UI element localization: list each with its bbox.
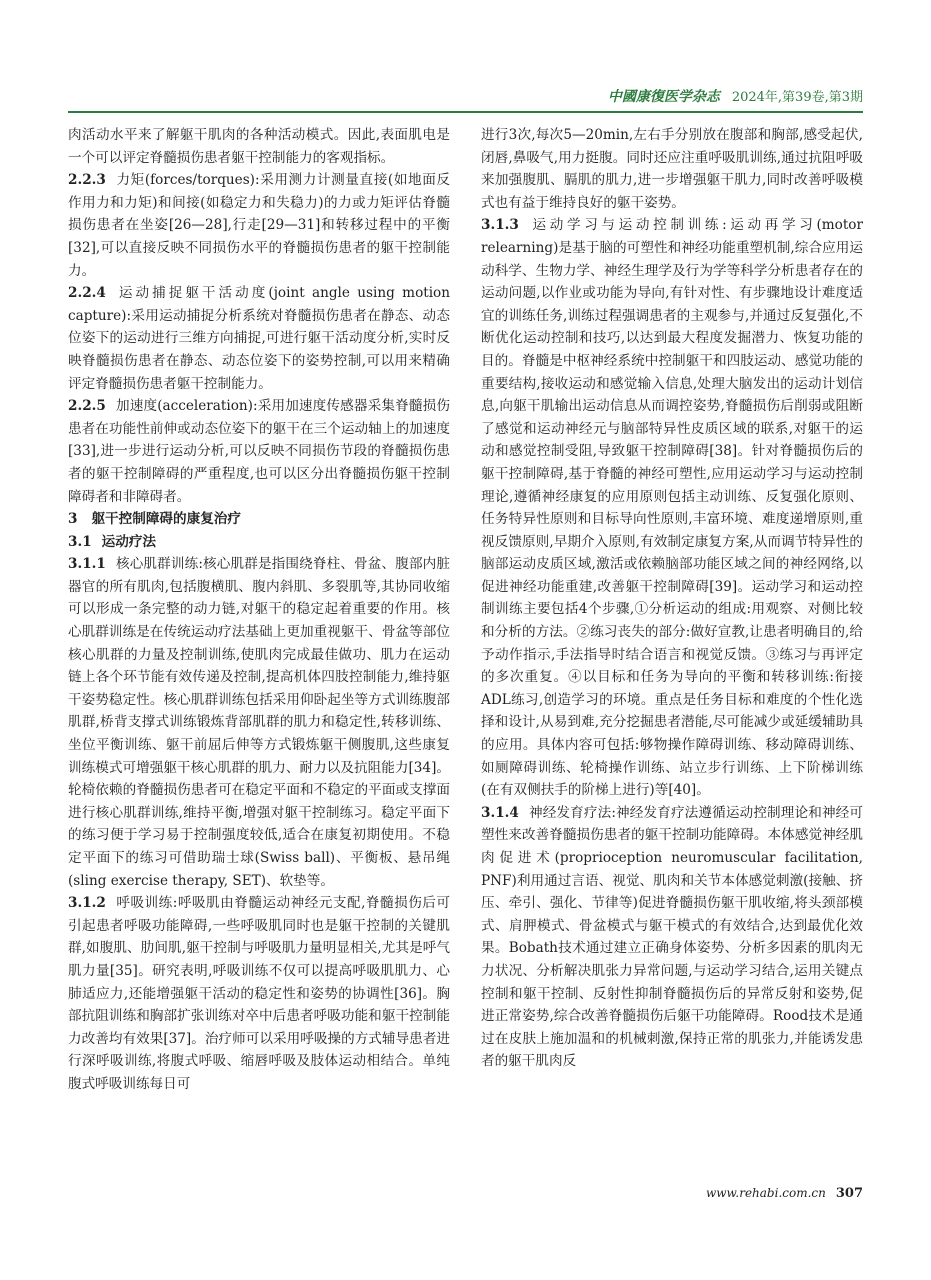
section-number: 3.1.2 xyxy=(68,895,106,912)
journal-website: www.rehabi.com.cn xyxy=(706,1186,826,1200)
section-3-1-1 xyxy=(68,553,450,892)
section-title: 运动疗法 xyxy=(101,533,157,550)
section-2-2-4 xyxy=(68,282,450,395)
issue-info: 2024年,第39卷,第3期 xyxy=(731,90,863,105)
section-title: 躯干控制障碍的康复治疗 xyxy=(91,511,241,528)
section-text: 加速度(acceleration):采用加速度传感器采集脊髓损伤患者在功能性前伸或动态位姿下的躯干在三个运动轴上的加速度[33],进一步进行运动分析,可以反映不同损伤节段的脊髓损伤患者的躯干控制障碍的严重程度,也可以区分出脊髓损伤躯干控制障碍者和非障碍者。 xyxy=(68,398,450,505)
section-heading-3-1 xyxy=(68,531,450,554)
section-text: 神经发育疗法:神经发育疗法遵循运动控制理论和神经可塑性来改善脊髓损伤患者的躯干控制功能障碍。本体感觉神经肌肉促进术(proprioception neuromuscular facilitation, PNF)利用通过言语、视觉、肌肉和关节本体感觉刺激(接触、挤压、牵引、强化、节律等)促进脊髓损伤躯干肌收缩,将头颈部模式、肩胛模式、骨盆模式与躯干模式的有效结合,达到最优化效果。Bobath技术通过建立正确身体姿势、分析多因素的肌肉无力状况、分析解决肌张力异常问题,与运动学习结合,运用关键点控制和躯干控制、反射性抑制脊髓损伤后的异常反射和姿势,促进正常姿势,综合改善脊髓损伤后躯干功能障碍。Rood技术是通过在皮肤上施加温和的机械刺激,保持正常的肌张力,并能诱发患者的躯干肌肉反 xyxy=(481,804,863,1070)
journal-title: 中國康復医学杂志 xyxy=(607,89,720,105)
running-header xyxy=(68,86,863,108)
section-2-2-5 xyxy=(68,395,450,508)
page-footer xyxy=(68,1186,863,1206)
section-number: 3.1.1 xyxy=(68,556,106,573)
section-heading-3 xyxy=(68,508,450,531)
section-text: 核心肌群训练:核心肌群是指围绕脊柱、骨盆、腹部内脏器官的所有肌肉,包括腹横肌、腹内斜肌、多裂肌等,其协同收缩可以形成一条完整的动力链,对躯干的稳定起着重要的作用。核心肌群训练是在传统运动疗法基础上更加重视躯干、骨盆等部位核心肌群的力量及控制训练,使肌肉完成最佳做功、肌力在运动链上各个环节能有效传递及控制,提高机体四肢控制能力,维持躯干姿势稳定性。核心肌群训练包括采用仰卧起坐等方式训练腹部肌群,桥背支撑式训练锻炼背部肌群的肌力和稳定性,转移训练、坐位平衡训练、躯干前屈后伸等方式锻炼躯干侧腹肌,这些康复训练模式可增强躯干核心肌群的肌力、耐力以及抗阻能力[34]。轮椅依赖的脊髓损伤患者可在稳定平面和不稳定的平面或支撑面进行核心肌群训练,维持平衡,增强对躯干控制练习。稳定平面下的练习便于学习易于控制强度较低,适合在康复初期使用。不稳定平面下的练习可借助瑞士球(Swiss ball)、平衡板、悬吊绳(sling exercise therapy, SET)、软垫等。 xyxy=(68,556,450,889)
right-column xyxy=(481,124,863,1073)
page-number: 307 xyxy=(835,1186,863,1201)
section-3-1-2 xyxy=(68,892,450,1095)
header-rule xyxy=(68,111,863,113)
section-number: 3 xyxy=(68,511,78,528)
section-number: 3.1.3 xyxy=(481,217,519,234)
section-text: 运动学习与运动控制训练:运动再学习(motor relearning)是基于脑的可塑性和神经功能重塑机制,综合应用运动科学、生物力学、神经生理学及行为学等科学分析患者存在的运动问题,以作业或功能为导向,有针对性、有步骤地设计难度适宜的训练任务,训练过程强调患者的主观参与,并通过反复强化,不断优化运动控制和技巧,以达到最大程度发掘潜力、恢复功能的目的。脊髓是中枢神经系统中控制躯干和四肢运动、感觉功能的重要结构,接收运动和感觉输入信息,处理大脑发出的运动计划信息,向躯干肌输出运动信息从而调控姿势,脊髓损伤后削弱或阻断了感觉和运动神经元与脑部特异性皮质区域的联系,对躯干的运动和感觉控制受阻,导致躯干控制障碍[38]。针对脊髓损伤后的躯干控制障碍,基于脊髓的神经可塑性,应用运动学习与运动控制理论,遵循神经康复的应用原则包括主动训练、反复强化原则、任务特异性原则和目标导向性原则,丰富环境、难度递增原则,重视反馈原则,早期介入原则,有效制定康复方案,从而调节特异性的脑部运动皮质区域,激活或依赖脑部功能区域之间的神经网络,以促进神经功能重建,改善躯干控制障碍[39]。运动学习和运动控制训练主要包括4个步骤,①分析运动的组成:用观察、对侧比较和分析的方法。②练习丧失的部分:做好宣教,让患者明确目的,给予动作指示,手法指导时结合语言和视觉反馈。③练习与再评定的多次重复。④以目标和任务为导向的平衡和转移训练:衔接ADL练习,创造学习的环境。重点是任务目标和难度的个性化选择和设计,从易到难,充分挖掘患者潜能,尽可能减少或延缓辅助具的应用。具体内容可包括:够物操作障碍训练、移动障碍训练、如厕障碍训练、轮椅操作训练、站立步行训练、上下阶梯训练(在有双侧扶手的阶梯上进行)等[40]。 xyxy=(481,217,863,799)
section-3-1-3 xyxy=(481,214,863,801)
section-text: 呼吸训练:呼吸肌由脊髓运动神经元支配,脊髓损伤后可引起患者呼吸功能障碍,一些呼吸肌同时也是躯干控制的关键肌群,如腹肌、肋间肌,躯干控制与呼吸肌力量明显相关,尤其是呼气肌力量[35]。研究表明,呼吸训练不仅可以提高呼吸肌肌力、心肺适应力,还能增强躯干活动的稳定性和姿势的协调性[36]。胸部抗阻训练和胸部扩张训练对卒中后患者呼吸功能和躯干控制能力改善均有效果[37]。治疗师可以采用呼吸操的方式辅导患者进行深呼吸训练,将腹式呼吸、缩唇呼吸及肢体运动相结合。单纯腹式呼吸训练每日可 xyxy=(68,895,450,1092)
section-3-1-4 xyxy=(481,802,863,1073)
section-number: 3.1 xyxy=(68,533,92,550)
left-column xyxy=(68,124,450,1096)
section-number: 2.2.4 xyxy=(68,285,106,302)
paragraph: 肉活动水平来了解躯干肌肉的各种活动模式。因此,表面肌电是一个可以评定脊髓损伤患者躯干控制能力的客观指标。 xyxy=(68,127,450,166)
section-number: 2.2.3 xyxy=(68,172,106,189)
section-number: 3.1.4 xyxy=(481,804,519,821)
paragraph: 进行3次,每次5—20min,左右手分别放在腹部和胸部,感受起伏,闭唇,鼻吸气,用力挺腹。同时还应注重呼吸肌训练,通过抗阻呼吸来加强腹肌、膈肌的肌力,进一步增强躯干肌力,同时改善呼吸模式也有益于维持良好的躯干姿势。 xyxy=(481,127,863,211)
section-number: 2.2.5 xyxy=(68,398,106,415)
section-text: 力矩(forces/torques):采用测力计测量直接(如地面反作用力和力矩)和间接(如稳定力和失稳力)的力或力矩评估脊髓损伤患者在坐姿[26—28],行走[29—31]和转移过程中的平衡[32],可以直接反映不同损伤水平的脊髓损伤患者的躯干控制能力。 xyxy=(68,172,450,279)
section-2-2-3 xyxy=(68,169,450,282)
section-text: 运动捕捉躯干活动度(joint angle using motion capture):采用运动捕捉分析系统对脊髓损伤患者在静态、动态位姿下的运动进行三维方向捕捉,可进行躯干活动度分析,实时反映脊髓损伤患者在静态、动态位姿下的姿势控制,可以用来精确评定脊髓损伤患者躯干控制能力。 xyxy=(68,285,450,392)
